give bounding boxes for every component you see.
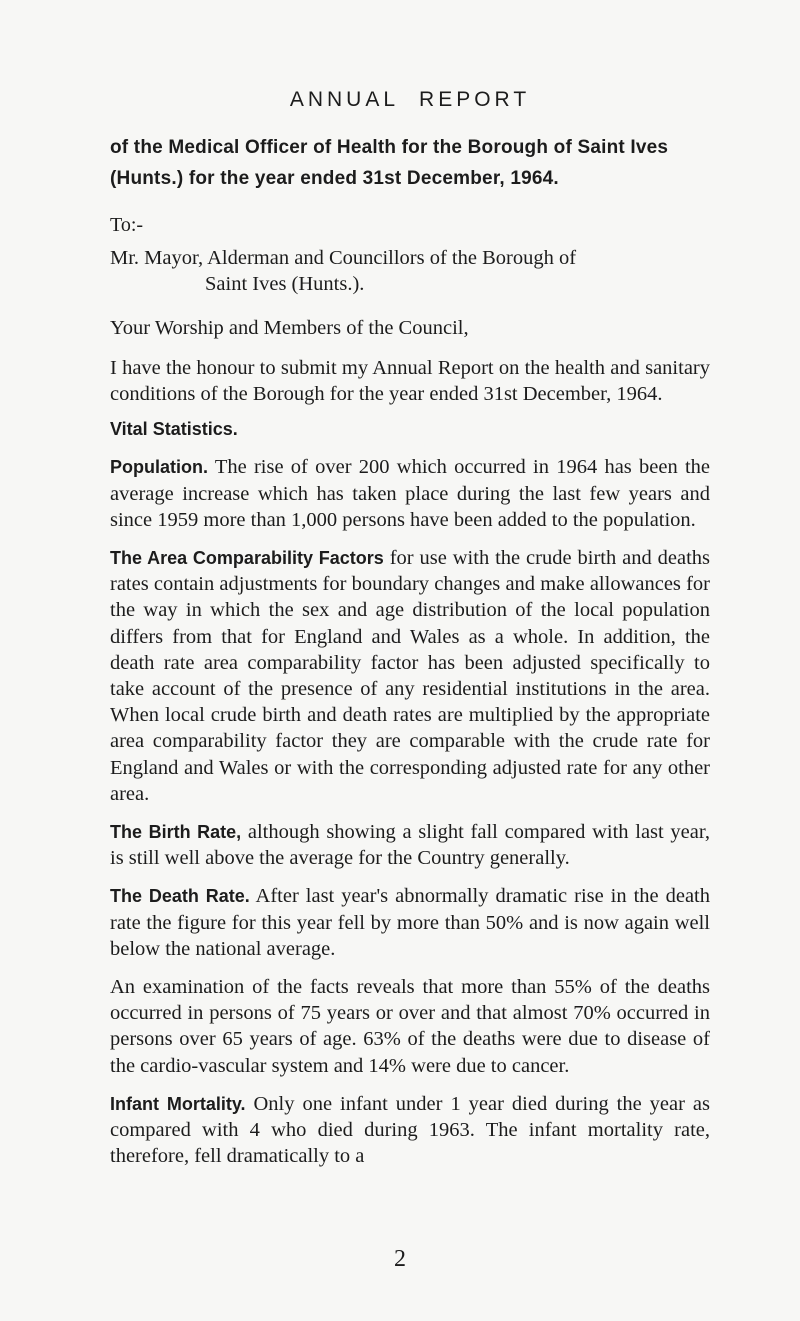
report-title: [110, 88, 710, 112]
report-subtitle: of the Medical Officer of Health for the Borough of Saint Ives (Hunts.) for the year ended 31st December, 1964.: [110, 137, 669, 189]
to-label: To:-: [110, 214, 144, 236]
population-lead: Population.: [110, 457, 208, 478]
vital-statistics-heading: Vital Statistics.: [110, 419, 238, 440]
page-number: 2: [394, 1246, 406, 1272]
birth-rate-paragraph: [110, 819, 710, 871]
intro-paragraph: I have the honour to submit my Annual Report on the health and sanitary conditions of the Borough for the year ended 31st December, 1964.: [110, 357, 710, 406]
area-comparability-paragraph: [110, 545, 710, 807]
addressee-line-1: Mr. Mayor, Alderman and Councillors of the Borough of: [110, 247, 577, 269]
population-paragraph: [110, 454, 710, 533]
title-word-report: REPORT: [419, 88, 531, 111]
birth-text: although showing a slight fall compared with last year, is still well above the average for the Country generally.: [110, 821, 710, 870]
infant-text: Only one infant under 1 year died during the year as compared with 4 who died during 1963. The infant mortality rate, therefore, fell dramatically to a: [110, 1092, 710, 1168]
title-word-annual: ANNUAL: [289, 88, 400, 111]
death-rate-paragraph: [110, 883, 710, 962]
death-lead: The Death Rate.: [110, 886, 250, 907]
area-lead: The Area Comparability Factors: [110, 548, 384, 569]
salutation: Your Worship and Members of the Council,: [110, 317, 469, 339]
addressee: [110, 245, 710, 297]
infant-mortality-paragraph: [110, 1091, 710, 1170]
area-text: for use with the crude birth and deaths rates contain adjustments for boundary changes and make allowances for the way in which the sex and age distribution of the local population differs from that for England and Wales as a whole. In addition, the death rate area comparability factor has been adjusted specifically to take account of the presence of any residential institutions in the area. When local crude birth and death rates are multiplied by the appropriate area comparability factor they are comparable with the crude rate for England and Wales or with the corresponding adjusted rate for any other area.: [110, 547, 711, 805]
examination-paragraph: An examination of the facts reveals that more than 55% of the deaths occurred in persons of 75 years or over and that almost 70% occurred in persons over 65 years of age. 63% of the deaths were due to disease of the cardio-vascular system and 14% were due to cancer.: [110, 976, 710, 1077]
death-text: After last year's abnormally dramatic rise in the death rate the figure for this year fell by more than 50% and is now again well below the national average.: [110, 885, 710, 960]
addressee-line-2: Saint Ives (Hunts.).: [205, 273, 365, 295]
population-text: The rise of over 200 which occurred in 1964 has been the average increase which has taken place during the last few years and since 1959 more than 1,000 persons have been added to the population.: [110, 456, 710, 531]
birth-lead: The Birth Rate,: [110, 822, 242, 843]
infant-lead: Infant Mortality.: [110, 1093, 246, 1114]
